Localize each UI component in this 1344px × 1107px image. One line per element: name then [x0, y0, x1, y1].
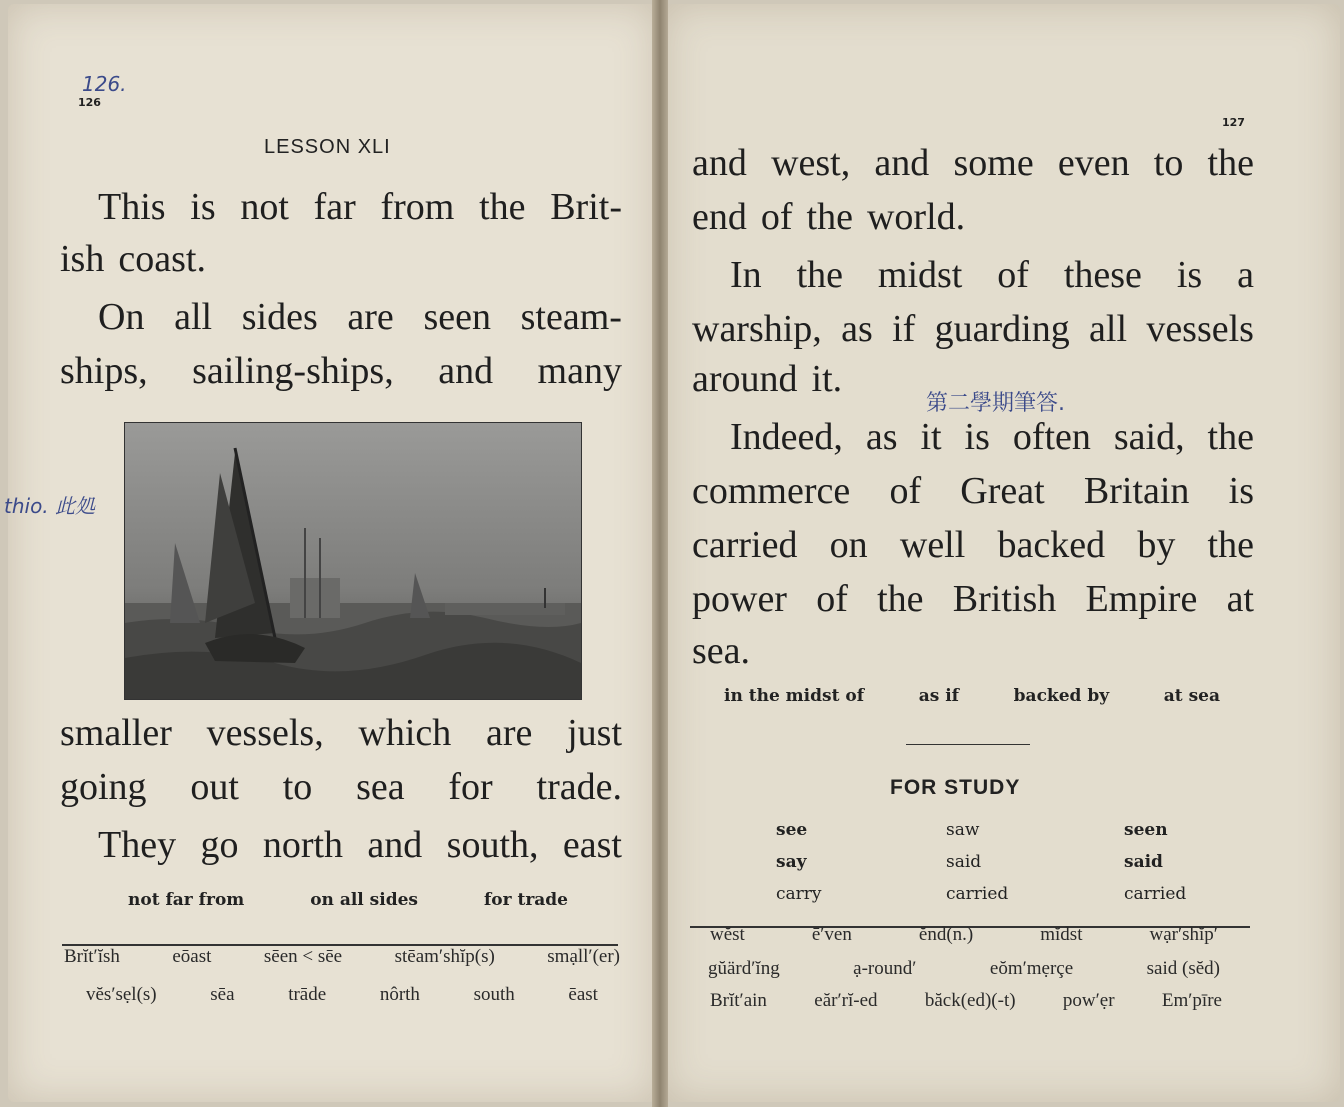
word: it [920, 416, 942, 458]
word: On [98, 296, 145, 338]
word: to [282, 766, 313, 808]
handwritten-note: 第二學期筆答. [926, 391, 1065, 416]
word: trade. [536, 766, 622, 808]
word: out [190, 766, 239, 808]
vocab-word: băck(ed)(-t) [924, 990, 1016, 1011]
text-line [730, 410, 1254, 464]
word: some [953, 142, 1034, 184]
vocab-row [710, 990, 1222, 1012]
word: it. [811, 358, 843, 400]
word: is [1228, 470, 1254, 512]
word: vessels, [206, 712, 324, 754]
word: sea. [692, 630, 751, 672]
word: the [479, 186, 526, 228]
verb-form: carry [776, 884, 822, 904]
key-phrase: on all sides [310, 890, 418, 910]
word: and [874, 142, 930, 184]
verb-form: say [776, 852, 807, 872]
vocab-word: said (sĕd) [1146, 958, 1220, 979]
word: around [692, 358, 798, 400]
word: as [841, 308, 873, 350]
verb-form: seen [1124, 820, 1168, 840]
word: are [486, 712, 533, 754]
word: smaller [60, 712, 172, 754]
word: Britain [1083, 470, 1190, 512]
text-line [692, 190, 965, 244]
word: are [347, 296, 394, 338]
word: these [1063, 254, 1142, 296]
verb-form: see [776, 820, 808, 840]
word: even [1057, 142, 1130, 184]
key-phrase: at sea [1163, 686, 1220, 706]
word: many [537, 350, 622, 392]
vocab-word: trāde [288, 984, 327, 1005]
word: at [1226, 578, 1254, 620]
word: of [760, 196, 793, 238]
word: This [98, 186, 166, 228]
word: Indeed, [730, 416, 843, 458]
right-key-phrases [724, 686, 1220, 706]
word: go [200, 824, 239, 866]
word: the [1207, 142, 1254, 184]
word: and [367, 824, 423, 866]
key-phrase: backed by [1013, 686, 1110, 706]
word: a [1237, 254, 1254, 296]
text-line [98, 818, 622, 872]
vocab-word: sēen < sēe [263, 946, 343, 967]
verb-form: carried [946, 884, 1009, 904]
key-phrase: as if [918, 686, 959, 706]
word: Great [960, 470, 1045, 512]
vocab-word: gŭärd′ĭng [708, 958, 780, 979]
text-line [60, 706, 622, 760]
word: is [1176, 254, 1203, 296]
text-line [692, 572, 1254, 626]
word: carried [692, 524, 798, 566]
vocab-word: eŏm′mẹrçe [989, 958, 1074, 979]
book-gutter [652, 0, 668, 1107]
lesson-heading: LESSON XLI [264, 136, 391, 158]
word: and [692, 142, 747, 184]
word: backed [997, 524, 1106, 566]
word: the [806, 196, 853, 238]
ship-illustration [124, 422, 582, 700]
key-phrase: not far from [128, 890, 245, 910]
vocab-row [64, 946, 620, 968]
left-key-phrases [128, 890, 568, 910]
verb-form: said [1124, 852, 1163, 872]
word: vessels [1146, 308, 1254, 350]
text-line [60, 232, 206, 286]
word: well [899, 524, 966, 566]
word: and [438, 350, 494, 392]
word: said, [1113, 416, 1185, 458]
vocab-word: Brĭt′ain [710, 990, 767, 1011]
page-number-left: 126 [78, 96, 101, 109]
vocab-word: nôrth [379, 984, 420, 1005]
word: if [892, 308, 916, 350]
section-divider [906, 744, 1030, 745]
word: end [692, 196, 747, 238]
word: is [964, 416, 990, 458]
vocab-word: Brĭt′ĭsh [64, 946, 120, 967]
key-phrase: for trade [483, 890, 568, 910]
vocab-row [86, 984, 598, 1006]
word: sailing-ships, [192, 350, 394, 392]
word: going [60, 766, 147, 808]
word: seen [423, 296, 491, 338]
word: steam- [520, 296, 622, 338]
vocab-word: sēa [210, 984, 235, 1005]
vocab-word: ạ-round′ [853, 958, 917, 979]
vocab-word: wạr′shĭp′ [1149, 924, 1218, 945]
word: midst [877, 254, 963, 296]
word: the [877, 578, 924, 620]
word: They [98, 824, 177, 866]
key-phrase: in the midst of [724, 686, 865, 706]
vocab-word: stēam′shĭp(s) [394, 946, 495, 967]
word: power [692, 578, 787, 620]
vocab-word: ēast [568, 984, 598, 1005]
word: not [240, 186, 289, 228]
verb-form: saw [946, 820, 980, 840]
text-line [692, 352, 842, 406]
word: by [1137, 524, 1176, 566]
word: Brit- [550, 186, 622, 228]
word: British [952, 578, 1057, 620]
ships-at-sea-image [125, 423, 581, 699]
word: as [865, 416, 898, 458]
word: ish [60, 238, 105, 280]
word: just [567, 712, 622, 754]
word: guarding [934, 308, 1070, 350]
vocab-word: ĕnd(n.) [918, 924, 974, 945]
text-line [98, 180, 622, 234]
verb-form: said [946, 852, 982, 872]
text-line [98, 290, 622, 344]
word: all [1089, 308, 1127, 350]
word: of [889, 470, 922, 512]
handwritten-page-number: 126. [82, 72, 127, 96]
word: Empire [1085, 578, 1198, 620]
word: coast. [118, 238, 206, 280]
vocab-word: eōast [172, 946, 212, 967]
vocab-row [710, 924, 1218, 946]
word: often [1012, 416, 1091, 458]
word: which [358, 712, 452, 754]
for-study-heading: FOR STUDY [890, 776, 1021, 799]
vocab-word: Em′pīre [1161, 990, 1222, 1011]
word: the [796, 254, 843, 296]
text-line [60, 760, 622, 814]
word: the [1207, 416, 1254, 458]
word: for [448, 766, 493, 808]
word: the [1207, 524, 1254, 566]
vocab-word: south [473, 984, 515, 1005]
word: sides [241, 296, 318, 338]
word: from [380, 186, 455, 228]
word: of [816, 578, 848, 620]
word: In [730, 254, 762, 296]
vocab-word: eăr′rĭ-ed [814, 990, 878, 1011]
word: world. [866, 196, 966, 238]
word: east [562, 824, 622, 866]
word: of [997, 254, 1029, 296]
word: sea [356, 766, 405, 808]
word: ships, [60, 350, 148, 392]
word: commerce [692, 470, 851, 512]
word: west, [771, 142, 851, 184]
text-line [60, 344, 622, 398]
word: all [174, 296, 213, 338]
vocab-word: smạll′(er) [547, 946, 620, 967]
text-line [692, 518, 1254, 572]
word: far [313, 186, 356, 228]
vocab-word: wĕst [710, 924, 745, 945]
text-line [692, 464, 1254, 518]
word: to [1153, 142, 1184, 184]
page-number-right: 127 [1222, 116, 1245, 129]
vocab-word: pow′ẹr [1062, 990, 1115, 1011]
word: south, [446, 824, 539, 866]
verb-form: carried [1124, 884, 1187, 904]
vocab-word: vĕs′sẹl(s) [86, 984, 157, 1005]
vocab-row [708, 958, 1220, 980]
word: north [262, 824, 344, 866]
margin-note: thio. 此処 [4, 494, 96, 518]
text-line [692, 624, 750, 678]
vocab-word: mĭdst [1040, 924, 1083, 945]
word: warship, [692, 308, 822, 350]
text-line [730, 248, 1254, 302]
text-line [692, 302, 1254, 356]
text-line [692, 136, 1254, 190]
word: on [829, 524, 868, 566]
vocab-word: ē′ven [811, 924, 852, 945]
word: is [190, 186, 216, 228]
